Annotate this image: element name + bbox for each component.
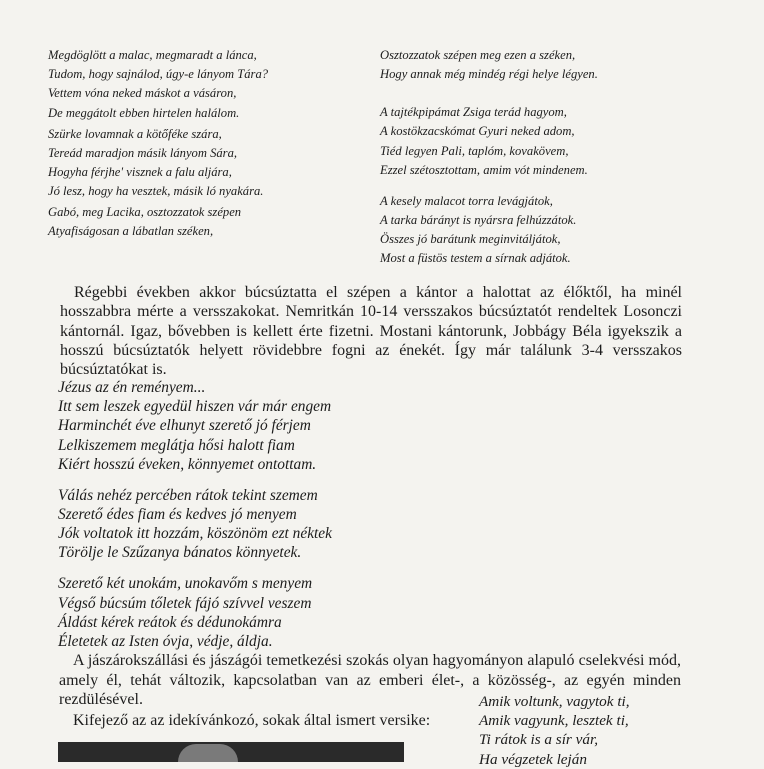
poem-line: Ezzel szétosztottam, amim vót mindenem. xyxy=(380,162,588,177)
poem-line: A kesely malacot torra levágjátok, xyxy=(380,193,553,208)
lament-line: Törölje le Szűzanya bánatos könnyetek. xyxy=(58,544,302,562)
lament-line: Lelkiszemem meglátja hősi halott fiam xyxy=(58,436,295,454)
lament-line: Válás nehéz percében rátok tekint szemem xyxy=(58,486,318,504)
poem-line: Összes jó barátunk meginvitáljátok, xyxy=(380,232,561,247)
poem-line: De meggátolt ebben hirtelen halálom. xyxy=(48,105,240,120)
lament-line: Életetek az Isten óvja, védje, áldja. xyxy=(58,632,273,650)
poem-line: Atyafiságosan a lábatlan széken, xyxy=(48,224,214,239)
paragraph-farewell-history: Régebbi években akkor búcsúztatta el szépen a kántor a halottat az élőktől, ha minél hosszabbra mérte a versszakokat. Nemritkán 10-14 versszakos búcsúztatót rendeltek Losonczi kántornál. Igaz, bővebben is kellett érte fizetni. Mostani kántorunk, Jobbágy Béla igyekszik a hosszú búcsúztatók helyett rövidebbre fogni az énekét. Így már találunk 3-4 versszakos búcsúztatókat is. xyxy=(60,284,682,379)
lament-line: Jók voltatok itt hozzám, köszönöm ezt néktek xyxy=(58,525,332,543)
photograph xyxy=(58,742,404,762)
poem-line: Megdöglött a malac, megmaradt a lánca, xyxy=(48,48,257,62)
poem-line: Gabó, meg Lacika, osztozzatok szépen xyxy=(48,205,242,220)
lament-line: Itt sem leszek egyedül hiszen vár már engem xyxy=(58,398,332,416)
poem-line: Hogy annak még mindég régi helye légyen. xyxy=(380,67,598,82)
lament-line: Szerető két unokám, unokavőm s menyem xyxy=(58,575,313,593)
poem-right-column xyxy=(380,46,598,269)
poem-line: Jó lesz, hogy ha vesztek, másik ló nyakára. xyxy=(48,184,264,199)
lament-line: Jézus az én reményem... xyxy=(58,379,206,396)
paragraph-text: Kifejező az az idekívánkozó, sokak által ismert versike: xyxy=(73,712,431,729)
verse-line: Amik vagyunk, lesztek ti, xyxy=(479,712,629,730)
poem-line: Tiéd legyen Pali, taplóm, kovakövem, xyxy=(380,143,569,158)
poem-line: Osztozzatok szépen meg ezen a széken, xyxy=(380,48,576,62)
poem-line: A tajtékpipámat Zsiga terád hagyom, xyxy=(380,105,567,120)
paragraph-verse-intro xyxy=(59,711,469,731)
short-verse xyxy=(479,692,630,769)
verse-line: Ha végzetek leján xyxy=(479,750,587,768)
verse-line: Amik voltunk, vagytok ti, xyxy=(479,693,630,710)
poem-line: A kostökzacskómat Gyuri neked adom, xyxy=(380,124,575,139)
lament-line: Áldást kérek reátok és dédunokámra xyxy=(58,613,282,631)
poem-line: Most a füstös testem a sírnak adjátok. xyxy=(380,251,571,266)
poem-line: Hogyha férjhe' visznek a falu aljára, xyxy=(48,164,232,179)
poem-line: Vettem vóna neked máskot a vásáron, xyxy=(48,86,237,101)
lament-line: Harminchét éve elhunyt szerető jó férjem xyxy=(58,417,311,435)
poem-line: A tarka bárányt is nyársra felhúzzátok. xyxy=(380,212,577,227)
paragraph-text: A jászárokszállási és jászágói temetkezési szokás olyan hagyományon alapuló cselekvési mód, amely él, tehát változik, kapcsolatban van az emberi élet-, a közösség-, az egyén minden rezdülésével. xyxy=(59,652,681,709)
lament-line: Végső búcsúm tőletek fájó szívvel veszem xyxy=(58,594,312,612)
lament-verses xyxy=(58,378,332,651)
poem-left-column xyxy=(48,46,268,242)
verse-line: Ti rátok is a sír vár, xyxy=(479,731,598,749)
poem-line: Tudom, hogy sajnálod, úgy-e lányom Tára? xyxy=(48,67,269,82)
lament-line: Szerető édes fiam és kedves jó menyem xyxy=(58,505,297,523)
poem-line: Tereád maradjon másik lányom Sára, xyxy=(48,145,238,160)
poem-line: Szürke lovamnak a kötőféke szára, xyxy=(48,126,222,141)
lament-line: Kiért hosszú éveken, könnyemet ontottam. xyxy=(58,455,317,473)
